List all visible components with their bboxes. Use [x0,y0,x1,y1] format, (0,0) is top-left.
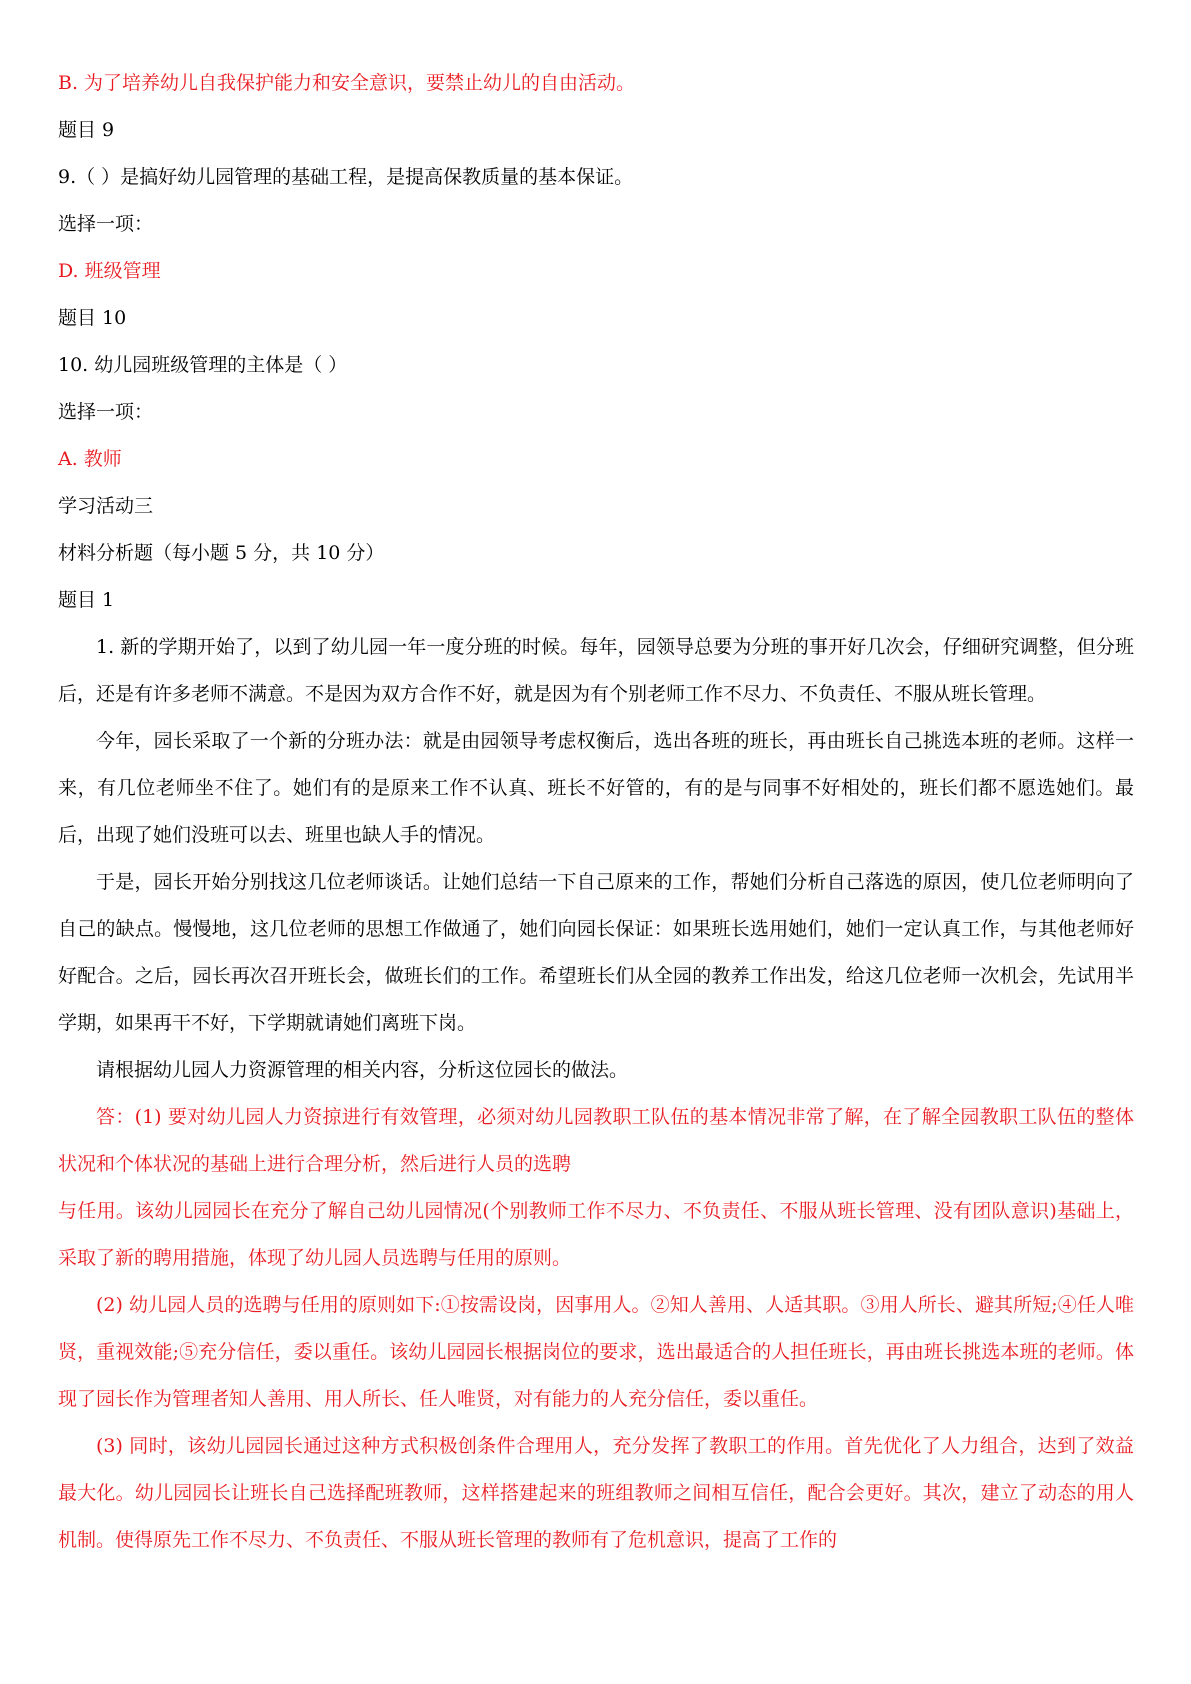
question-9-text: 9.（ ）是搞好幼儿园管理的基础工程，是提高保教质量的基本保证。 [58,166,634,188]
answer-part-1: 答：(1) 要对幼儿园人力资掠进行有效管理，必须对幼儿园教职工队伍的基本情况非常了解，在了解全园教职工队伍的整体状况和个体状况的基础上进行合理分析，然后进行人员的选聘 [58,1106,1134,1175]
question-9-choose-prompt: 选择一项： [58,213,154,235]
material-paragraph-2: 今年，园长采取了一个新的分班办法：就是由园领导考虑权衡后，选出各班的班长，再由班长自己挑选本班的老师。这样一来，有几位老师坐不住了。她们有的是原来工作不认真、班长不好管的，有的是与同事不好相处的，班长们都不愿选她们。最后，出现了她们没班可以去、班里也缺人手的情况。 [58,730,1134,846]
question-9-answer: D. 班级管理 [58,260,161,282]
question-10-answer: A. 教师 [58,448,122,470]
question-10-label: 题目 10 [58,307,127,329]
material-question-1-label: 题目 1 [58,589,115,611]
answer-part-1-continued: 与任用。该幼儿园园长在充分了解自己幼儿园情况(个别教师工作不尽力、不负责任、不服从班长管理、没有团队意识)基础上，采取了新的聘用措施，体现了幼儿园人员选聘与任用的原则。 [58,1200,1134,1269]
material-paragraph-1: 1. 新的学期开始了，以到了幼儿园一年一度分班的时候。每年，园领导总要为分班的事开好几次会，仔细研究调整，但分班后，还是有许多老师不满意。不是因为双方合作不好，就是因为有个别老师工作不尽力、不负责任、不服从班长管理。 [58,636,1134,705]
material-paragraph-3: 于是，园长开始分别找这几位老师谈话。让她们总结一下自己原来的工作，帮她们分析自己落选的原因，使几位老师明向了自己的缺点。慢慢地，这几位老师的思想工作做通了，她们向园长保证：如果班长选用她们，她们一定认真工作，与其他老师好好配合。之后，园长再次召开班长会，做班长们的工作。希望班长们从全园的教养工作出发，给这几位老师一次机会，先试用半学期，如果再干不好，下学期就请她们离班下岗。 [58,871,1134,1034]
question-10-text: 10. 幼儿园班级管理的主体是（ ） [58,354,348,376]
material-paragraph-4: 请根据幼儿园人力资源管理的相关内容，分析这位园长的做法。 [96,1059,629,1081]
section-title: 材料分析题（每小题 5 分，共 10 分） [58,542,385,564]
question-9-label: 题目 9 [58,119,115,141]
answer-part-3: (3) 同时，该幼儿园园长通过这种方式积极创条件合理用人，充分发挥了教职工的作用。首先优化了人力组合，达到了效益最大化。幼儿园园长让班长自己选择配班教师，这样搭建起来的班组教师之间相互信任，配合会更好。其次，建立了动态的用人机制。使得原先工作不尽力、不负责任、不服从班长管理的教师有了危机意识，提高了工作的 [58,1435,1134,1551]
activity-title: 学习活动三 [58,495,154,517]
answer-part-2: (2) 幼儿园人员的选聘与任用的原则如下:①按需设岗，因事用人。②知人善用、人适其职。③用人所长、避其所短;④任人唯贤，重视效能;⑤充分信任，委以重任。该幼儿园园长根据岗位的要求，选出最适合的人担任班长，再由班长挑选本班的老师。体现了园长作为管理者知人善用、用人所长、任人唯贤，对有能力的人充分信任，委以重任。 [58,1294,1134,1410]
previous-answer: B. 为了培养幼儿自我保护能力和安全意识，要禁止幼儿的自由活动。 [58,72,636,94]
question-10-choose-prompt: 选择一项： [58,401,154,423]
document-page [58,60,1134,1564]
